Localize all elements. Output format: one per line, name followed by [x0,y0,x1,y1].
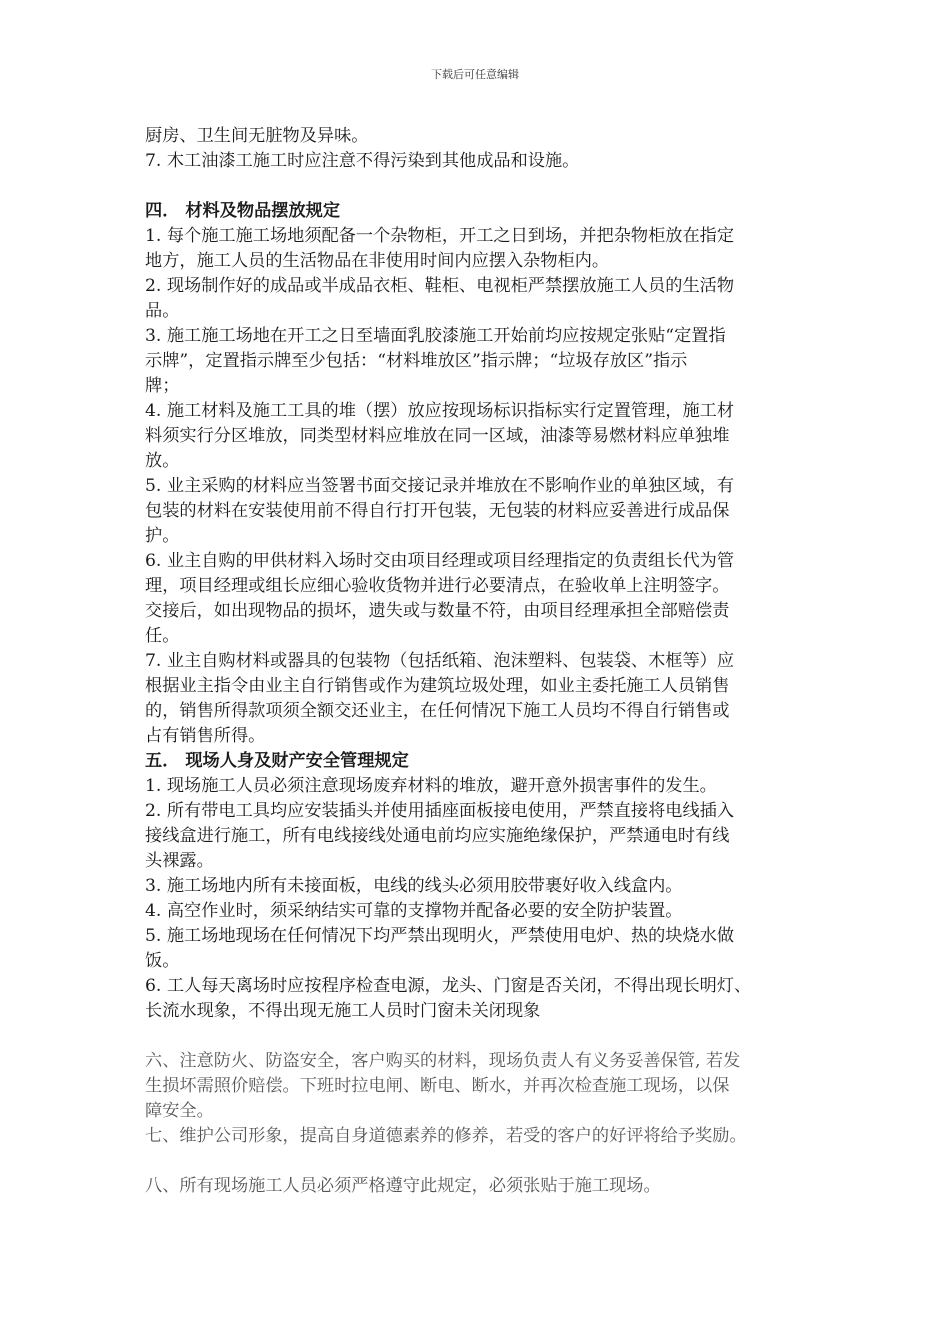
text-line: 包装的材料在安装使用前不得自行打开包装，无包装的材料应妥善进行成品保 [145,501,730,521]
text-line: 1. 每个施工施工场地须配备一个杂物柜，开工之日到场，并把杂物柜放在指定 [145,226,735,246]
section-heading: 五． 现场人身及财产安全管理规定 [145,751,409,771]
paragraph-gap [145,1024,825,1049]
text-line: 八、所有现场施工人员必须严格遵守此规定，必须张贴于施工现场。 [145,1176,661,1196]
paragraph-gap [145,174,825,199]
text-line: 品。 [145,301,180,321]
text-line: 7. 业主自购材料或器具的包装物（包括纸箱、泡沫塑料、包装袋、木框等）应 [145,651,735,671]
text-line: 4. 高空作业时，须采纳结实可靠的支撑物并配备必要的安全防护装置。 [145,901,683,921]
text-line: 1. 现场施工人员必须注意现场废弃材料的堆放，避开意外损害事件的发生。 [145,776,717,796]
text-line: 3. 施工场地内所有未接面板，电线的线头必须用胶带裹好收入线盒内。 [145,876,683,896]
text-line: 交接后，如出现物品的损坏，遗失或与数量不符，由项目经理承担全部赔偿责 [145,601,730,621]
text-line: 饭。 [145,951,180,971]
text-line: 放。 [145,451,180,471]
text-line: 根据业主指令由业主自行销售或作为建筑垃圾处理，如业主委托施工人员销售 [145,676,730,696]
section-heading: 四． 材料及物品摆放规定 [145,201,341,221]
text-line: 接线盒进行施工，所有电线接线处通电前均应实施绝缘保护，严禁通电时有线 [145,826,730,846]
text-line: 牌； [145,376,180,396]
text-line: 5. 业主采购的材料应当签署书面交接记录并堆放在不影响作业的单独区域，有 [145,476,735,496]
text-line: 6. 工人每天离场时应按程序检查电源，龙头、门窗是否关闭，不得出现长明灯、 [145,976,752,996]
text-line: 生损坏需照价赔偿。下班时拉电闸、断电、断水，并再次检查施工现场，以保 [145,1076,730,1096]
text-line: 占有销售所得。 [145,726,266,746]
text-line: 任。 [145,626,180,646]
text-line: 障安全。 [145,1101,214,1121]
text-line: 理，项目经理或组长应细心验收货物并进行必要清点，在验收单上注明签字。 [145,576,730,596]
text-line: 7. 木工油漆工施工时应注意不得污染到其他成品和设施。 [145,151,580,171]
document-body [145,124,825,1199]
text-line: 6. 业主自购的甲供材料入场时交由项目经理或项目经理指定的负责组长代为管 [145,551,735,571]
text-line: 2. 现场制作好的成品或半成品衣柜、鞋柜、电视柜严禁摆放施工人员的生活物 [145,276,735,296]
text-line: 地方，施工人员的生活物品在非使用时间内应摆入杂物柜内。 [145,251,610,271]
text-line: 头裸露。 [145,851,214,871]
text-line: 5. 施工场地现场在任何情况下均严禁出现明火，严禁使用电炉、热的块烧水做 [145,926,735,946]
text-line: 料须实行分区堆放，同类型材料应堆放在同一区域，油漆等易燃材料应单独堆 [145,426,730,446]
text-line: 七、维护公司形象，提高自身道德素养的修养，若受的客户的好评将给予奖励。 [145,1126,747,1146]
text-line: 2. 所有带电工具均应安装插头并使用插座面板接电使用，严禁直接将电线插入 [145,801,735,821]
text-line: 厨房、卫生间无脏物及异味。 [145,126,369,146]
text-line: 长流水现象，不得出现无施工人员时门窗未关闭现象 [145,1001,541,1021]
text-line: 示牌”，定置指示牌至少包括：“材料堆放区”指示牌；“垃圾存放区”指示 [145,351,688,371]
text-line: 的，销售所得款项须全额交还业主，在任何情况下施工人员均不得自行销售或 [145,701,730,721]
text-line: 3. 施工施工场地在开工之日至墙面乳胶漆施工开始前均应按规定张贴“定置指 [145,326,726,346]
text-line: 护。 [145,526,180,546]
text-line: 4. 施工材料及施工工具的堆（摆）放应按现场标识指标实行定置管理，施工材 [145,401,735,421]
page-header: 下载后可任意编辑 [431,68,519,81]
text-line: 六、注意防火、防盗安全，客户购买的材料，现场负责人有义务妥善保管, 若发 [145,1051,741,1071]
paragraph-gap [145,1149,825,1174]
